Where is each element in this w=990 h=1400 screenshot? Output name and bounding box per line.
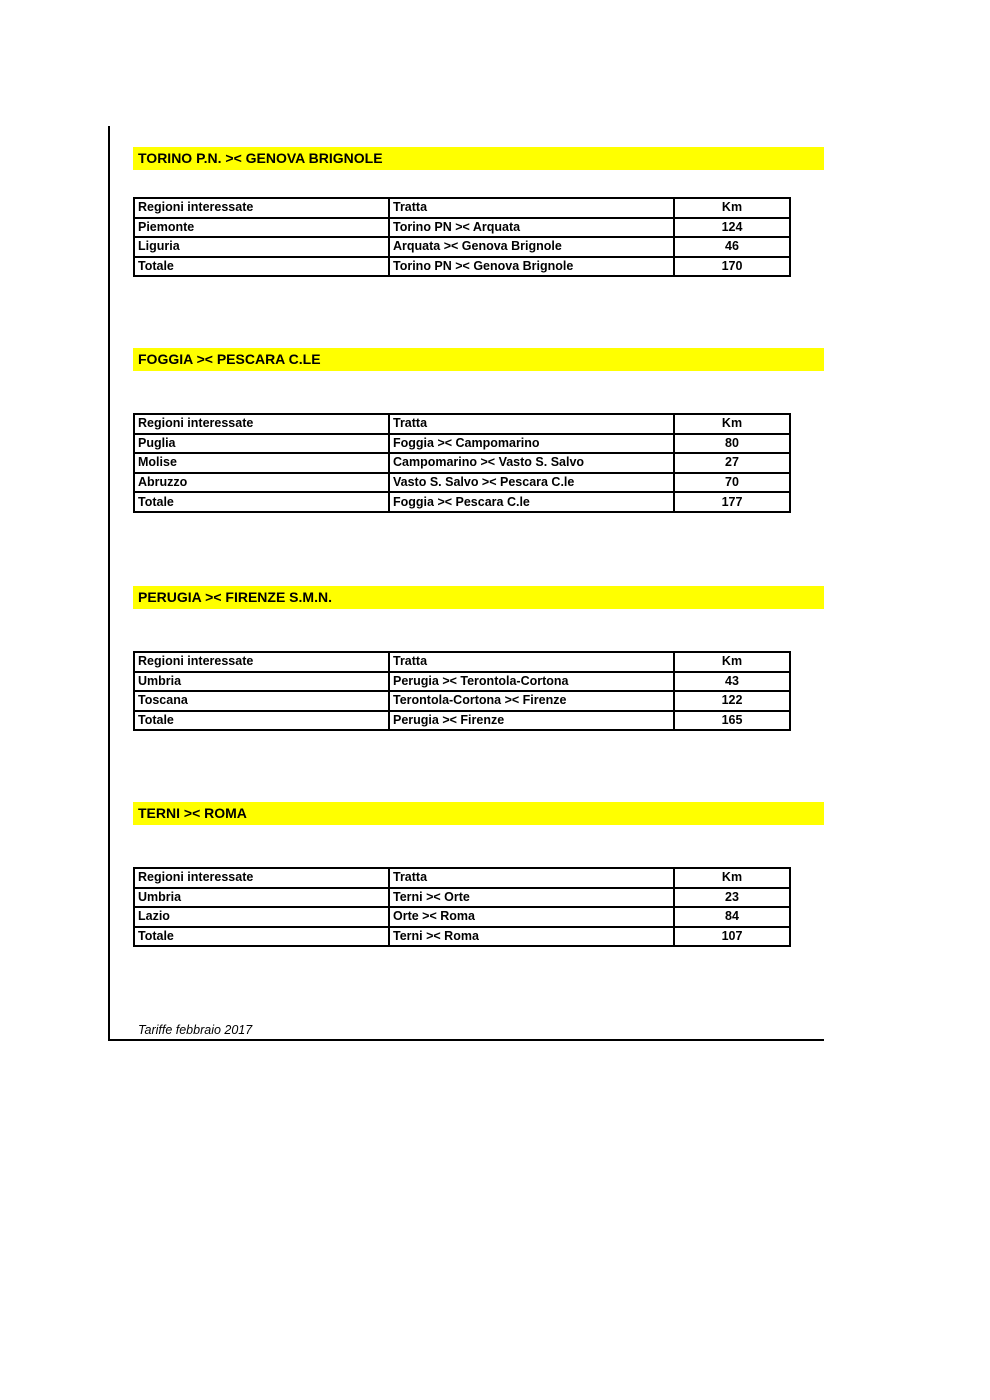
table-total-row <box>134 492 790 512</box>
cell-region: Umbria <box>134 888 389 908</box>
table-total-row <box>134 257 790 277</box>
table-row <box>134 907 790 927</box>
cell-tratta: Arquata >< Genova Brignole <box>389 237 674 257</box>
header-km: Km <box>674 414 790 434</box>
cell-region: Lazio <box>134 907 389 927</box>
table-row <box>134 453 790 473</box>
cell-tratta: Terontola-Cortona >< Firenze <box>389 691 674 711</box>
cell-km: 170 <box>674 257 790 277</box>
header-km: Km <box>674 868 790 888</box>
header-tratta: Tratta <box>389 198 674 218</box>
cell-region: Totale <box>134 257 389 277</box>
cell-km: 70 <box>674 473 790 493</box>
route-table-foggia-pescara <box>133 413 791 513</box>
cell-tratta: Foggia >< Campomarino <box>389 434 674 454</box>
cell-tratta: Torino PN >< Genova Brignole <box>389 257 674 277</box>
cell-km: 124 <box>674 218 790 238</box>
table-row <box>134 691 790 711</box>
table-header-row <box>134 652 790 672</box>
table-row <box>134 672 790 692</box>
header-regioni: Regioni interessate <box>134 652 389 672</box>
cell-tratta: Terni >< Orte <box>389 888 674 908</box>
cell-region: Puglia <box>134 434 389 454</box>
cell-tratta: Campomarino >< Vasto S. Salvo <box>389 453 674 473</box>
header-regioni: Regioni interessate <box>134 868 389 888</box>
header-regioni: Regioni interessate <box>134 198 389 218</box>
section-title-perugia-firenze: PERUGIA >< FIRENZE S.M.N. <box>133 586 824 609</box>
cell-km: 177 <box>674 492 790 512</box>
table-row <box>134 237 790 257</box>
cell-region: Umbria <box>134 672 389 692</box>
cell-region: Liguria <box>134 237 389 257</box>
table-header-row <box>134 198 790 218</box>
table-row <box>134 434 790 454</box>
cell-region: Molise <box>134 453 389 473</box>
cell-km: 27 <box>674 453 790 473</box>
cell-region: Piemonte <box>134 218 389 238</box>
table-row <box>134 218 790 238</box>
cell-tratta: Torino PN >< Arquata <box>389 218 674 238</box>
table-header-row <box>134 868 790 888</box>
table-row <box>134 473 790 493</box>
cell-tratta: Vasto S. Salvo >< Pescara C.le <box>389 473 674 493</box>
cell-tratta: Perugia >< Firenze <box>389 711 674 731</box>
frame-bottom-border <box>108 1039 824 1041</box>
route-table-perugia-firenze <box>133 651 791 731</box>
table-row <box>134 888 790 908</box>
frame-left-border <box>108 126 110 1041</box>
header-tratta: Tratta <box>389 868 674 888</box>
cell-region: Totale <box>134 927 389 947</box>
cell-km: 43 <box>674 672 790 692</box>
header-regioni: Regioni interessate <box>134 414 389 434</box>
table-header-row <box>134 414 790 434</box>
cell-km: 107 <box>674 927 790 947</box>
cell-region: Abruzzo <box>134 473 389 493</box>
header-tratta: Tratta <box>389 652 674 672</box>
cell-km: 46 <box>674 237 790 257</box>
cell-region: Totale <box>134 711 389 731</box>
route-table-torino-genova <box>133 197 791 277</box>
table-total-row <box>134 927 790 947</box>
cell-km: 122 <box>674 691 790 711</box>
cell-km: 165 <box>674 711 790 731</box>
cell-tratta: Terni >< Roma <box>389 927 674 947</box>
cell-region: Totale <box>134 492 389 512</box>
header-km: Km <box>674 652 790 672</box>
cell-region: Toscana <box>134 691 389 711</box>
section-title-torino-genova: TORINO P.N. >< GENOVA BRIGNOLE <box>133 147 824 170</box>
cell-km: 84 <box>674 907 790 927</box>
header-km: Km <box>674 198 790 218</box>
section-title-foggia-pescara: FOGGIA >< PESCARA C.LE <box>133 348 824 371</box>
cell-tratta: Perugia >< Terontola-Cortona <box>389 672 674 692</box>
cell-tratta: Orte >< Roma <box>389 907 674 927</box>
cell-km: 80 <box>674 434 790 454</box>
route-table-terni-roma <box>133 867 791 947</box>
header-tratta: Tratta <box>389 414 674 434</box>
section-title-terni-roma: TERNI >< ROMA <box>133 802 824 825</box>
footer-tariff-note: Tariffe febbraio 2017 <box>138 1023 253 1037</box>
cell-tratta: Foggia >< Pescara C.le <box>389 492 674 512</box>
table-total-row <box>134 711 790 731</box>
cell-km: 23 <box>674 888 790 908</box>
